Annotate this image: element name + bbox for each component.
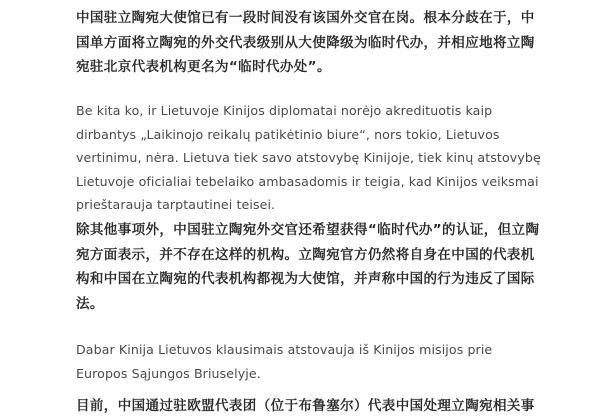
text-line: vertinimu, nėra. Lietuva tiek savo atstovybę Kinijoje, tiek kinų atstovybę — [76, 150, 541, 165]
paragraph-zh-2 — [76, 218, 556, 316]
text-line: 除其他事项外，中国驻立陶宛外交官还希望获得“临时代办”的认证，但立陶 — [76, 222, 540, 238]
text-line: dirbantys „Laikinojo reikalų patikėtinio biure“, nors tokio, Lietuvos — [76, 126, 500, 142]
text-line: Be kita ko, ir Lietuvoje Kinijos diplomatai norėjo akredituotis kaip — [76, 103, 493, 118]
text-line: 中国驻立陶宛大使馆已有一段时间没有该国外交官在岗。根本分歧在于，中 — [76, 10, 535, 26]
text-line: 目前，中国通过驻欧盟代表团（位于布鲁塞尔）代表中国处理立陶宛相关事 — [76, 398, 535, 414]
text-line: 宛方面表示，并不存在这样的机构。立陶宛官方仍然将自身在中国的代表机 — [76, 246, 535, 263]
text-line: 国单方面将立陶宛的外交代表级别从大使降级为临时代办，并相应地将立陶 — [76, 34, 535, 51]
paragraph-lt-1 — [76, 99, 556, 217]
paragraph-zh-1 — [76, 6, 556, 80]
text-line: 构和中国在立陶宛的代表机构都视为大使馆，并声称中国的行为违反了国际 — [76, 271, 535, 287]
text-line: Dabar Kinija Lietuvos klausimais atstovauja iš Kinijos misijos prie — [76, 342, 493, 357]
text-line: prieštarauja tarptautinei teisei. — [76, 197, 276, 212]
text-line: 宛驻北京代表机构更名为“临时代办处”。 — [76, 59, 331, 75]
paragraph-zh-3 — [76, 394, 556, 417]
paragraph-lt-2 — [76, 338, 556, 385]
text-line: Europos Sąjungos Briuselyje. — [76, 365, 261, 381]
text-line: Lietuvoje oficialiai tebelaiko ambasadomis ir teigia, kad Kinijos veiksmai — [76, 173, 539, 189]
text-line: 法。 — [76, 295, 104, 312]
